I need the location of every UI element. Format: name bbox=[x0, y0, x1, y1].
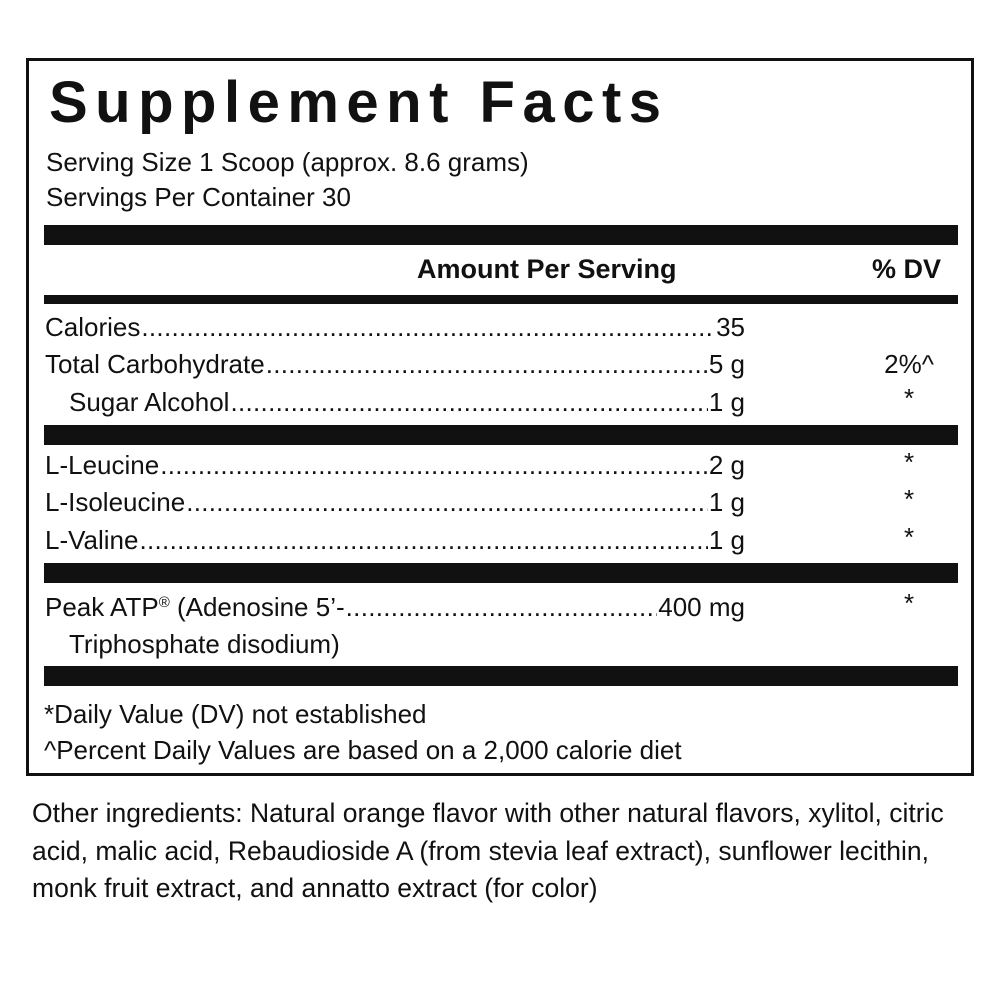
nutrient-row-l-leucine bbox=[45, 448, 745, 482]
nutrient-row-total-carbohydrate bbox=[45, 347, 745, 381]
other-ingredients: Other ingredients: Natural orange flavor with other natural flavors, xylitol, citric acid, malic acid, Rebaudioside A (from stevia leaf extract), sunflower lecithin, monk fruit extract, and annatto extract (for color) bbox=[32, 798, 944, 903]
nutrient-name bbox=[45, 590, 345, 624]
nutrient-name: L-Valine bbox=[45, 525, 139, 555]
nutrient-dv: 2%^ bbox=[884, 349, 934, 379]
leader-dots bbox=[186, 485, 708, 519]
leader-dots bbox=[230, 385, 707, 419]
nutrient-row-l-isoleucine bbox=[45, 485, 745, 519]
divider-thick bbox=[44, 425, 958, 445]
leader-dots bbox=[266, 347, 708, 381]
serving-size: Serving Size 1 Scoop (approx. 8.6 grams) bbox=[46, 147, 529, 177]
supplement-facts-panel bbox=[26, 58, 974, 776]
registered-mark: ® bbox=[158, 594, 170, 611]
nutrient-name: Sugar Alcohol bbox=[69, 387, 230, 417]
divider-thin bbox=[44, 295, 958, 304]
nutrient-dv: * bbox=[903, 484, 915, 514]
nutrient-row-peak-atp bbox=[45, 590, 745, 624]
nutrient-amount: 1 g bbox=[708, 487, 745, 517]
peak-atp-continuation: Triphosphate disodium) bbox=[69, 629, 340, 659]
nutrient-amount: 1 g bbox=[708, 525, 745, 555]
peak-atp-detail: (Adenosine 5’- bbox=[169, 592, 345, 622]
nutrient-row-l-valine bbox=[45, 523, 745, 557]
leader-dots bbox=[141, 310, 715, 344]
divider-thick bbox=[44, 225, 958, 245]
nutrient-amount: 5 g bbox=[708, 349, 745, 379]
nutrient-dv: * bbox=[903, 447, 915, 477]
nutrient-amount: 400 mg bbox=[658, 592, 745, 622]
servings-per-container: Servings Per Container 30 bbox=[46, 182, 351, 212]
nutrient-name: Calories bbox=[45, 312, 141, 342]
leader-dots bbox=[346, 590, 658, 624]
nutrient-amount: 35 bbox=[716, 312, 745, 342]
leader-dots bbox=[139, 523, 707, 557]
nutrient-amount: 1 g bbox=[708, 387, 745, 417]
nutrient-dv: * bbox=[903, 588, 915, 618]
divider-thick bbox=[44, 563, 958, 583]
footnote-percent-daily-values: ^Percent Daily Values are based on a 2,000 calorie diet bbox=[44, 735, 682, 765]
nutrient-amount: 2 g bbox=[708, 450, 745, 480]
nutrient-name: L-Isoleucine bbox=[45, 487, 186, 517]
nutrient-dv: * bbox=[903, 383, 915, 413]
nutrient-name: Total Carbohydrate bbox=[45, 349, 265, 379]
nutrient-row-sugar-alcohol bbox=[69, 385, 745, 419]
nutrient-dv: * bbox=[903, 522, 915, 552]
header-percent-dv: % DV bbox=[872, 254, 942, 284]
panel-title: Supplement Facts bbox=[49, 70, 669, 135]
header-amount-per-serving: Amount Per Serving bbox=[417, 254, 677, 284]
nutrient-name: L-Leucine bbox=[45, 450, 160, 480]
peak-atp-label: Peak ATP bbox=[45, 592, 159, 622]
footnote-dv-not-established: *Daily Value (DV) not established bbox=[44, 699, 427, 729]
nutrient-row-calories bbox=[45, 310, 745, 344]
leader-dots bbox=[160, 448, 708, 482]
divider-thick bbox=[44, 666, 958, 686]
